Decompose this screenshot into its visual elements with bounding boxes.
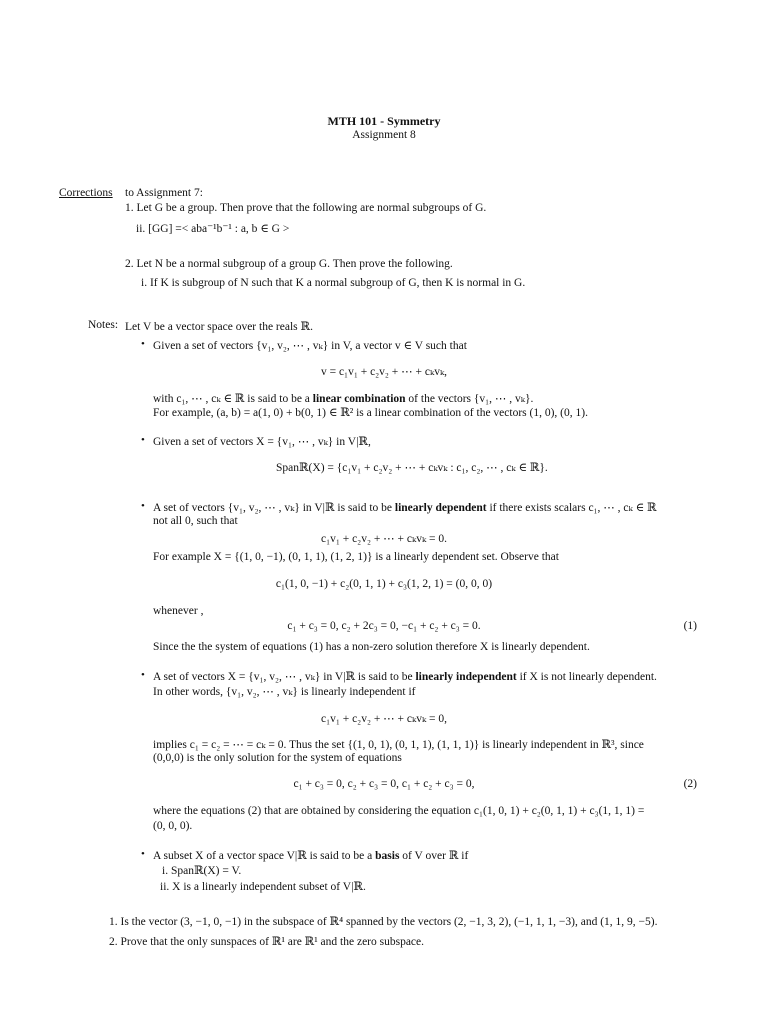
bullet-icon: • (141, 669, 145, 681)
bullet-icon: • (141, 500, 145, 512)
bullet-icon: • (141, 338, 145, 350)
linind-line2: In other words, {v₁, v₂, ⋯ , vₖ} is linearly independent if (153, 686, 416, 698)
linind-implies: implies c₁ = c₂ = ⋯ = cₖ = 0. Thus the set {(1, 0, 1), (0, 1, 1), (1, 1, 1)} is linearly independent in ℝ³, since (153, 739, 644, 751)
linind-where-1: where the equations (2) that are obtained by considering the equation c₁(1, 0, 1) + c₂(0, 1, 1) + c₃(1, 1, 1) = (153, 805, 645, 817)
correction-q1-ii: ii. [GG] =< aba⁻¹b⁻¹ : a, b ∈ G > (136, 223, 290, 235)
lindep-combination: c₁(1, 0, −1) + c₂(0, 1, 1) + c₃(1, 2, 1) = (0, 0, 0) (275, 578, 493, 590)
lindep-example: For example X = {(1, 0, −1), (0, 1, 1), (1, 2, 1)} is a linearly dependent set. Observe that (153, 551, 559, 563)
basis-condition-i: i. Spanℝ(X) = V. (162, 865, 242, 877)
lindep-equation: c₁v₁ + c₂v₂ + ⋯ + cₖvₖ = 0. (320, 533, 448, 545)
basis-definition: A subset X of a vector space V|ℝ is said to be a basis of V over ℝ if (153, 850, 469, 862)
course-title: MTH 101 - Symmetry (327, 114, 441, 128)
problem-1: 1. Is the vector (3, −1, 0, −1) in the subspace of ℝ⁴ spanned by the vectors (2, −1, 3, 2), (−1, 1, 1, −3), and (1, 1, 9, −5). (109, 916, 658, 928)
lindep-system: c₁ + c₃ = 0, c₂ + 2c₃ = 0, −c₁ + c₂ + c₃ = 0. (287, 620, 481, 632)
lincomb-definition: with c₁, ⋯ , cₖ ∈ ℝ is said to be a linear combination of the vectors {v₁, ⋯ , vₖ}. (153, 393, 534, 405)
basis-condition-ii: ii. X is a linearly independent subset of V|ℝ. (160, 881, 366, 893)
span-line: Given a set of vectors X = {v₁, ⋯ , vₖ} in V|ℝ, (153, 436, 371, 448)
notes-label: Notes: (88, 319, 119, 331)
linind-equation: c₁v₁ + c₂v₂ + ⋯ + cₖvₖ = 0, (320, 713, 448, 725)
linind-definition: A set of vectors X = {v₁, v₂, ⋯ , vₖ} in V|ℝ is said to be linearly independent if X is not linearly dependent. (153, 671, 657, 683)
equation-number-2: (2) (683, 778, 697, 790)
lincomb-line: Given a set of vectors {v₁, v₂, ⋯ , vₖ} in V, a vector v ∈ V such that (153, 340, 467, 352)
correction-q2: 2. Let N be a normal subgroup of a group G. Then prove the following. (125, 258, 453, 270)
correction-q2-i: i. If K is subgroup of N such that K a normal subgroup of G, then K is normal in G. (141, 277, 526, 289)
corrections-label: Corrections (59, 187, 113, 199)
corrections-intro: to Assignment 7: (125, 187, 203, 199)
assignment-title: Assignment 8 (352, 129, 416, 141)
lindep-definition: A set of vectors {v₁, v₂, ⋯ , vₖ} in V|ℝ is said to be linearly dependent if there exists scalars c₁, ⋯ , cₖ ∈ ℝ (153, 502, 657, 514)
correction-q1: 1. Let G be a group. Then prove that the following are normal subgroups of G. (125, 202, 487, 214)
lincomb-example: For example, (a, b) = a(1, 0) + b(0, 1) ∈ ℝ² is a linear combination of the vectors (1, 0), (0, 1). (153, 407, 588, 419)
linind-where-2: (0, 0, 0). (153, 820, 193, 832)
equation-number-1: (1) (683, 620, 697, 632)
lindep-conclusion: Since the the system of equations (1) has a non-zero solution therefore X is linearly dependent. (153, 641, 590, 653)
linind-system: c₁ + c₃ = 0, c₂ + c₃ = 0, c₁ + c₂ + c₃ = 0, (293, 778, 475, 790)
bullet-icon: • (141, 848, 145, 860)
bullet-icon: • (141, 434, 145, 446)
notes-intro: Let V be a vector space over the reals ℝ. (125, 321, 313, 333)
lindep-whenever: whenever , (153, 605, 204, 617)
span-equation: Spanℝ(X) = {c₁v₁ + c₂v₂ + ⋯ + cₖvₖ : c₁, c₂, ⋯ , cₖ ∈ ℝ}. (276, 462, 548, 474)
lincomb-equation: v = c₁v₁ + c₂v₂ + ⋯ + cₖvₖ, (320, 366, 448, 378)
lindep-line2: not all 0, such that (153, 515, 238, 527)
linind-only: (0,0,0) is the only solution for the system of equations (153, 752, 402, 764)
problem-2: 2. Prove that the only sunspaces of ℝ¹ are ℝ¹ and the zero subspace. (109, 936, 425, 948)
